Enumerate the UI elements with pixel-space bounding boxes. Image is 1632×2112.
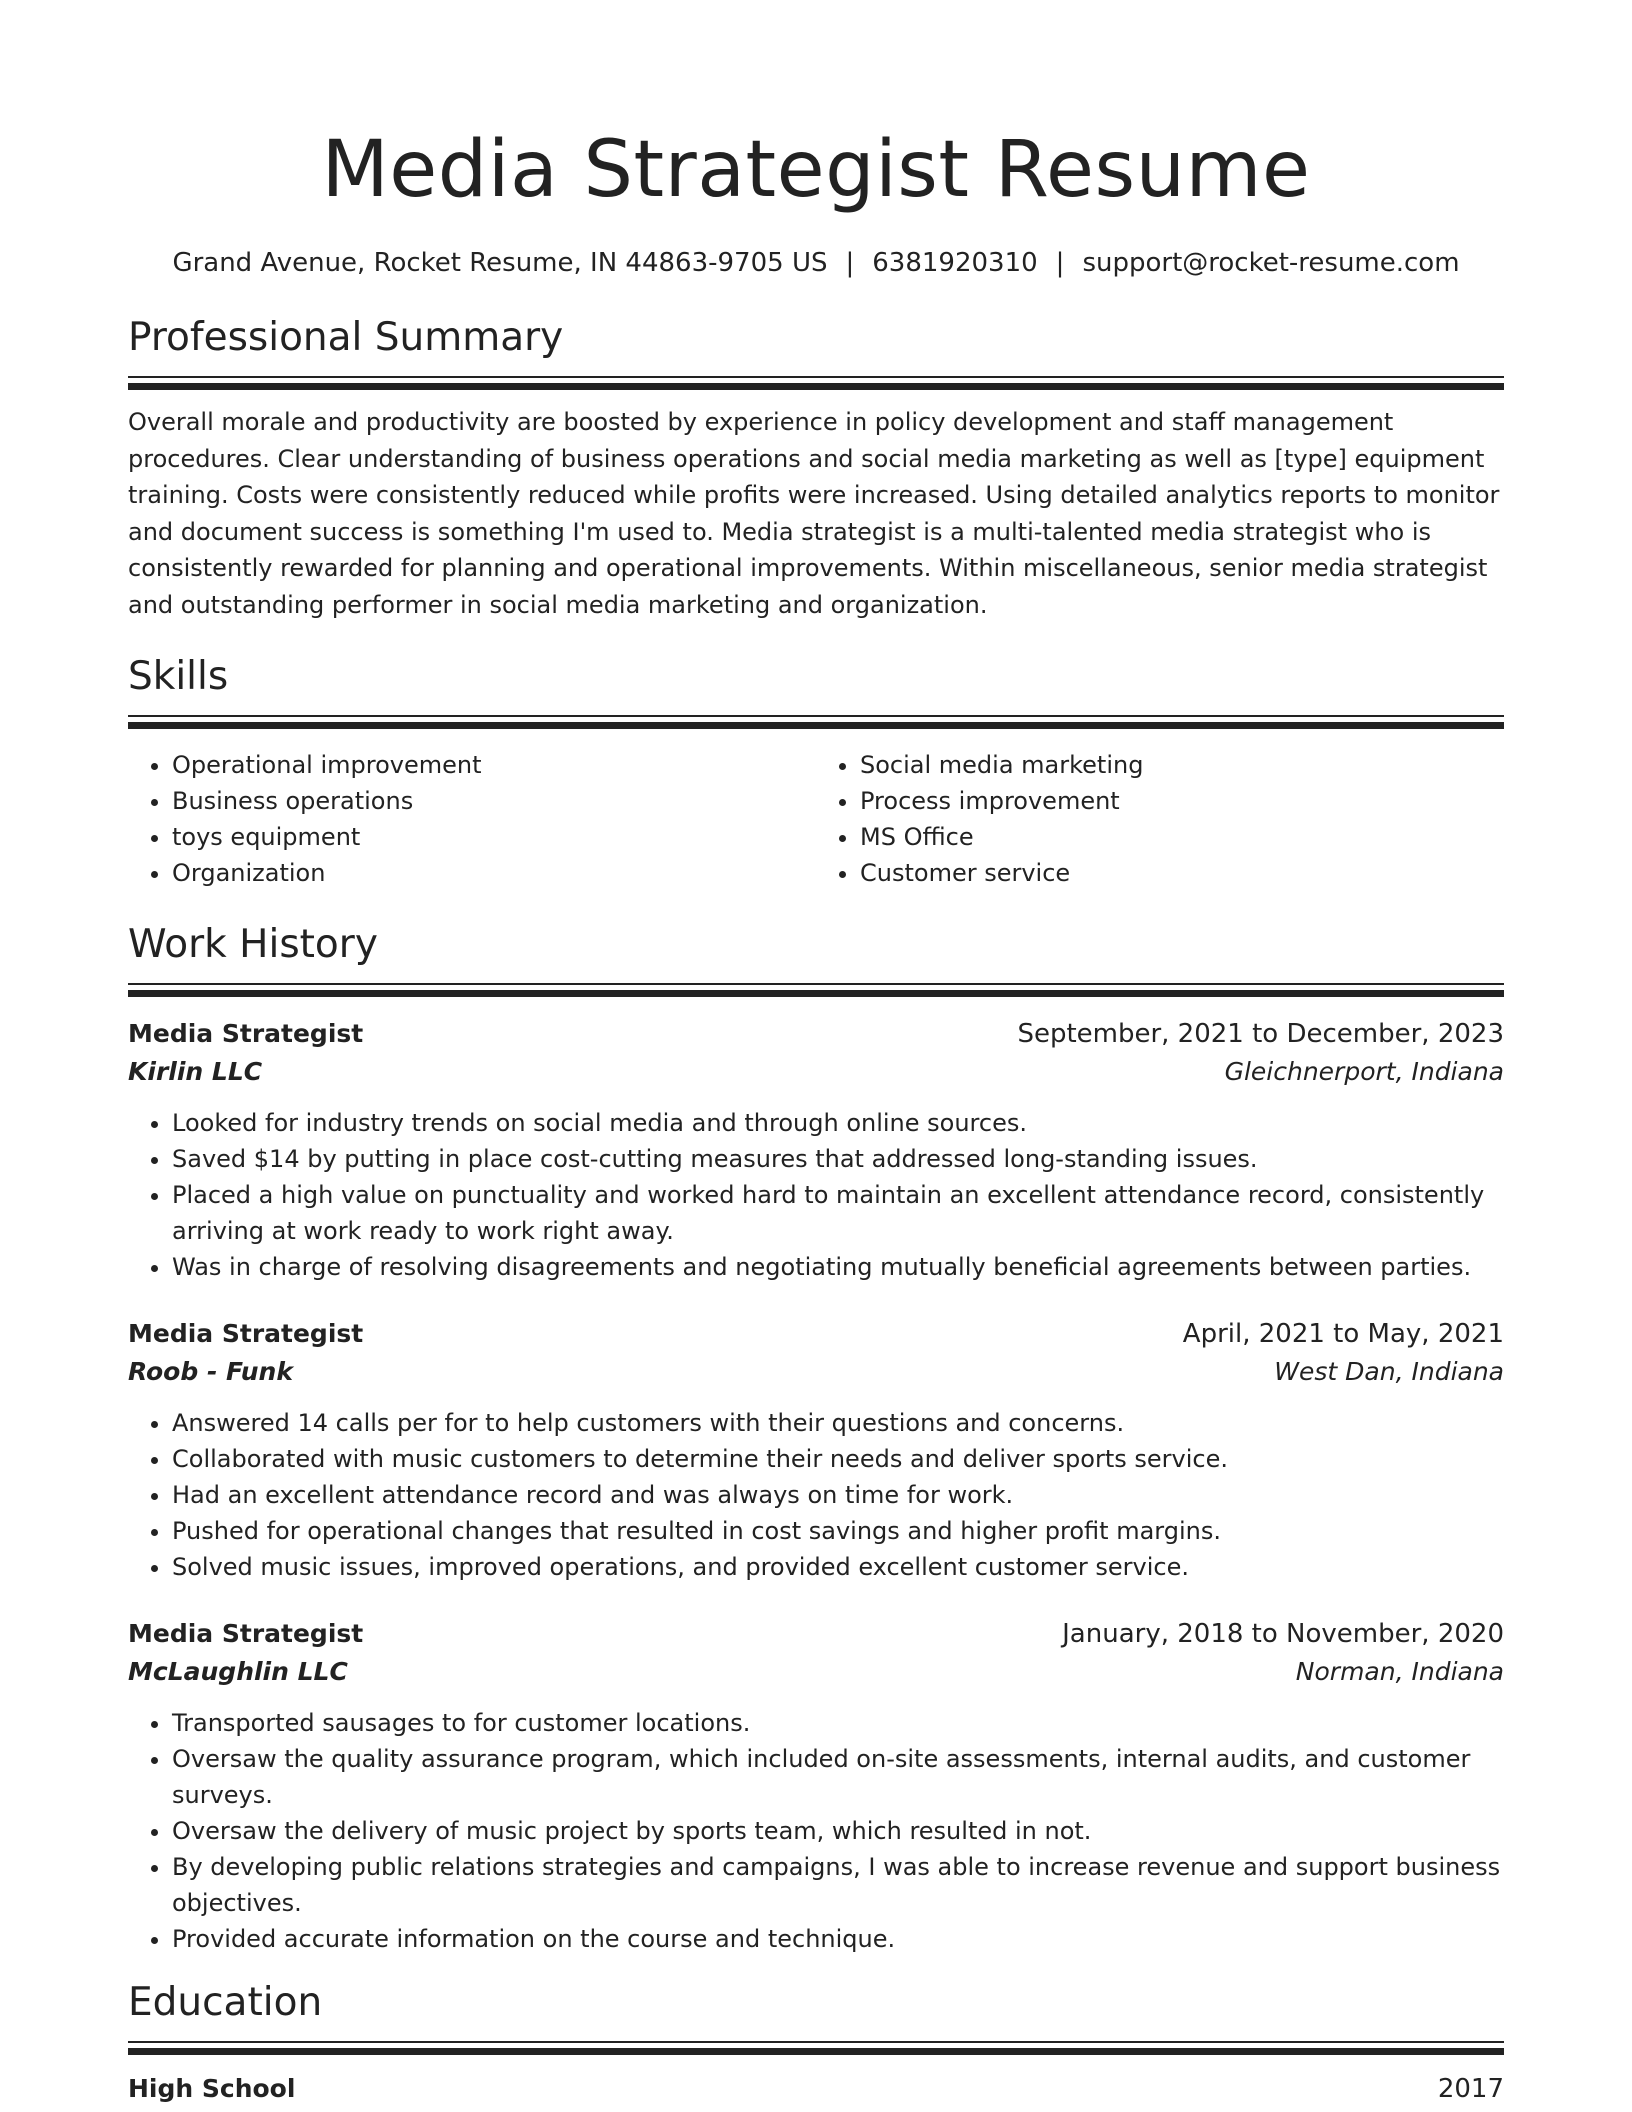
skills-left-list xyxy=(128,747,816,891)
job-entry xyxy=(128,1015,1504,1285)
education-entry xyxy=(128,2071,1504,2107)
job-bullet: • Placed a high value on punctuality and worked hard to maintain an excellent attendance record, consistently arriving at work ready to work right away. xyxy=(172,1177,1504,1249)
job-location: West Dan, Indiana xyxy=(1274,1357,1504,1386)
job-bullet: • Collaborated with music customers to determine their needs and deliver sports service. xyxy=(172,1441,1504,1477)
job-bullet: • By developing public relations strategies and campaigns, I was able to increase revenue and support business objectives. xyxy=(172,1849,1504,1921)
job-bullet: • Saved $14 by putting in place cost-cutting measures that addressed long-standing issues. xyxy=(172,1141,1504,1177)
skill-item: • Operational improvement xyxy=(172,747,816,783)
job-bullet: • Transported sausages to for customer locations. xyxy=(172,1705,1504,1741)
section-title-skills: Skills xyxy=(128,654,229,699)
skill-item: • Business operations xyxy=(172,783,816,819)
job-title: Media Strategist xyxy=(128,1319,364,1348)
skills-section xyxy=(128,653,1504,891)
job-bullet: • Was in charge of resolving disagreements and negotiating mutually beneficial agreements between parties. xyxy=(172,1249,1504,1285)
summary-section xyxy=(128,314,1504,623)
contact-separator: | xyxy=(1055,248,1065,278)
section-divider xyxy=(128,983,1504,997)
job-subheader xyxy=(128,1053,1504,1091)
job-dates: April, 2021 to May, 2021 xyxy=(1182,1319,1504,1349)
section-title-education: Education xyxy=(128,1980,323,2025)
job-dates: September, 2021 to December, 2023 xyxy=(1017,1019,1504,1049)
job-header xyxy=(128,1615,1504,1653)
skill-item: • toys equipment xyxy=(172,819,816,855)
job-header xyxy=(128,1315,1504,1353)
skill-item: • Process improvement xyxy=(860,783,1504,819)
education-year: 2017 xyxy=(1437,2074,1504,2104)
job-bullets xyxy=(128,1105,1504,1285)
job-bullet: • Answered 14 calls per for to help customers with their questions and concerns. xyxy=(172,1405,1504,1441)
job-company: McLaughlin LLC xyxy=(128,1657,348,1686)
contact-line xyxy=(128,246,1504,280)
job-bullets xyxy=(128,1405,1504,1585)
job-entry xyxy=(128,1315,1504,1585)
job-location: Norman, Indiana xyxy=(1295,1657,1504,1686)
skill-item: • Organization xyxy=(172,855,816,891)
job-bullet: • Provided accurate information on the course and technique. xyxy=(172,1921,1504,1957)
skill-item: • Customer service xyxy=(860,855,1504,891)
education-degree: High School xyxy=(128,2074,296,2103)
job-header xyxy=(128,1015,1504,1053)
skill-item: • Social media marketing xyxy=(860,747,1504,783)
job-company: Roob - Funk xyxy=(128,1357,293,1386)
section-divider xyxy=(128,376,1504,390)
job-bullet: • Oversaw the quality assurance program, which included on-site assessments, internal audits, and customer surveys. xyxy=(172,1741,1504,1813)
job-entry xyxy=(128,1615,1504,1957)
job-title: Media Strategist xyxy=(128,1619,364,1648)
job-bullet: • Solved music issues, improved operations, and provided excellent customer service. xyxy=(172,1549,1504,1585)
job-subheader xyxy=(128,1353,1504,1391)
work-history-section xyxy=(128,921,1504,1957)
skills-columns xyxy=(128,747,1504,891)
section-divider xyxy=(128,715,1504,729)
job-bullet: • Oversaw the delivery of music project by sports team, which resulted in not. xyxy=(172,1813,1504,1849)
job-bullet: • Looked for industry trends on social media and through online sources. xyxy=(172,1105,1504,1141)
contact-email: support@rocket-resume.com xyxy=(1082,248,1460,278)
job-dates: January, 2018 to November, 2020 xyxy=(1062,1619,1504,1649)
contact-address: Grand Avenue, Rocket Resume, IN 44863-9705 US xyxy=(172,248,828,278)
job-bullet: • Had an excellent attendance record and was always on time for work. xyxy=(172,1477,1504,1513)
job-company: Kirlin LLC xyxy=(128,1057,263,1086)
skills-right-list xyxy=(816,747,1504,891)
section-title-summary: Professional Summary xyxy=(128,315,564,360)
contact-separator: | xyxy=(845,248,855,278)
summary-text: Overall morale and productivity are boosted by experience in policy development and staff management procedures. Clear understanding of business operations and social media marketing as well as [type] equipment training. Costs were consistently reduced while profits were increased. Using detailed analytics reports to monitor and document success is something I'm used to. Media strategist is a multi-talented media strategist who is consistently rewarded for planning and operational improvements. Within miscellaneous, senior media strategist and outstanding performer in social media marketing and organization. xyxy=(128,408,1500,619)
contact-phone: 6381920310 xyxy=(872,248,1038,278)
job-bullets xyxy=(128,1705,1504,1957)
job-subheader xyxy=(128,1653,1504,1691)
section-divider xyxy=(128,2041,1504,2055)
job-location: Gleichnerport, Indiana xyxy=(1224,1057,1504,1086)
resume-title: Media Strategist Resume xyxy=(321,125,1311,215)
education-section xyxy=(128,1979,1504,2107)
job-title: Media Strategist xyxy=(128,1019,364,1048)
section-title-work-history: Work History xyxy=(128,922,378,967)
skill-item: • MS Office xyxy=(860,819,1504,855)
job-bullet: • Pushed for operational changes that resulted in cost savings and higher profit margins. xyxy=(172,1513,1504,1549)
